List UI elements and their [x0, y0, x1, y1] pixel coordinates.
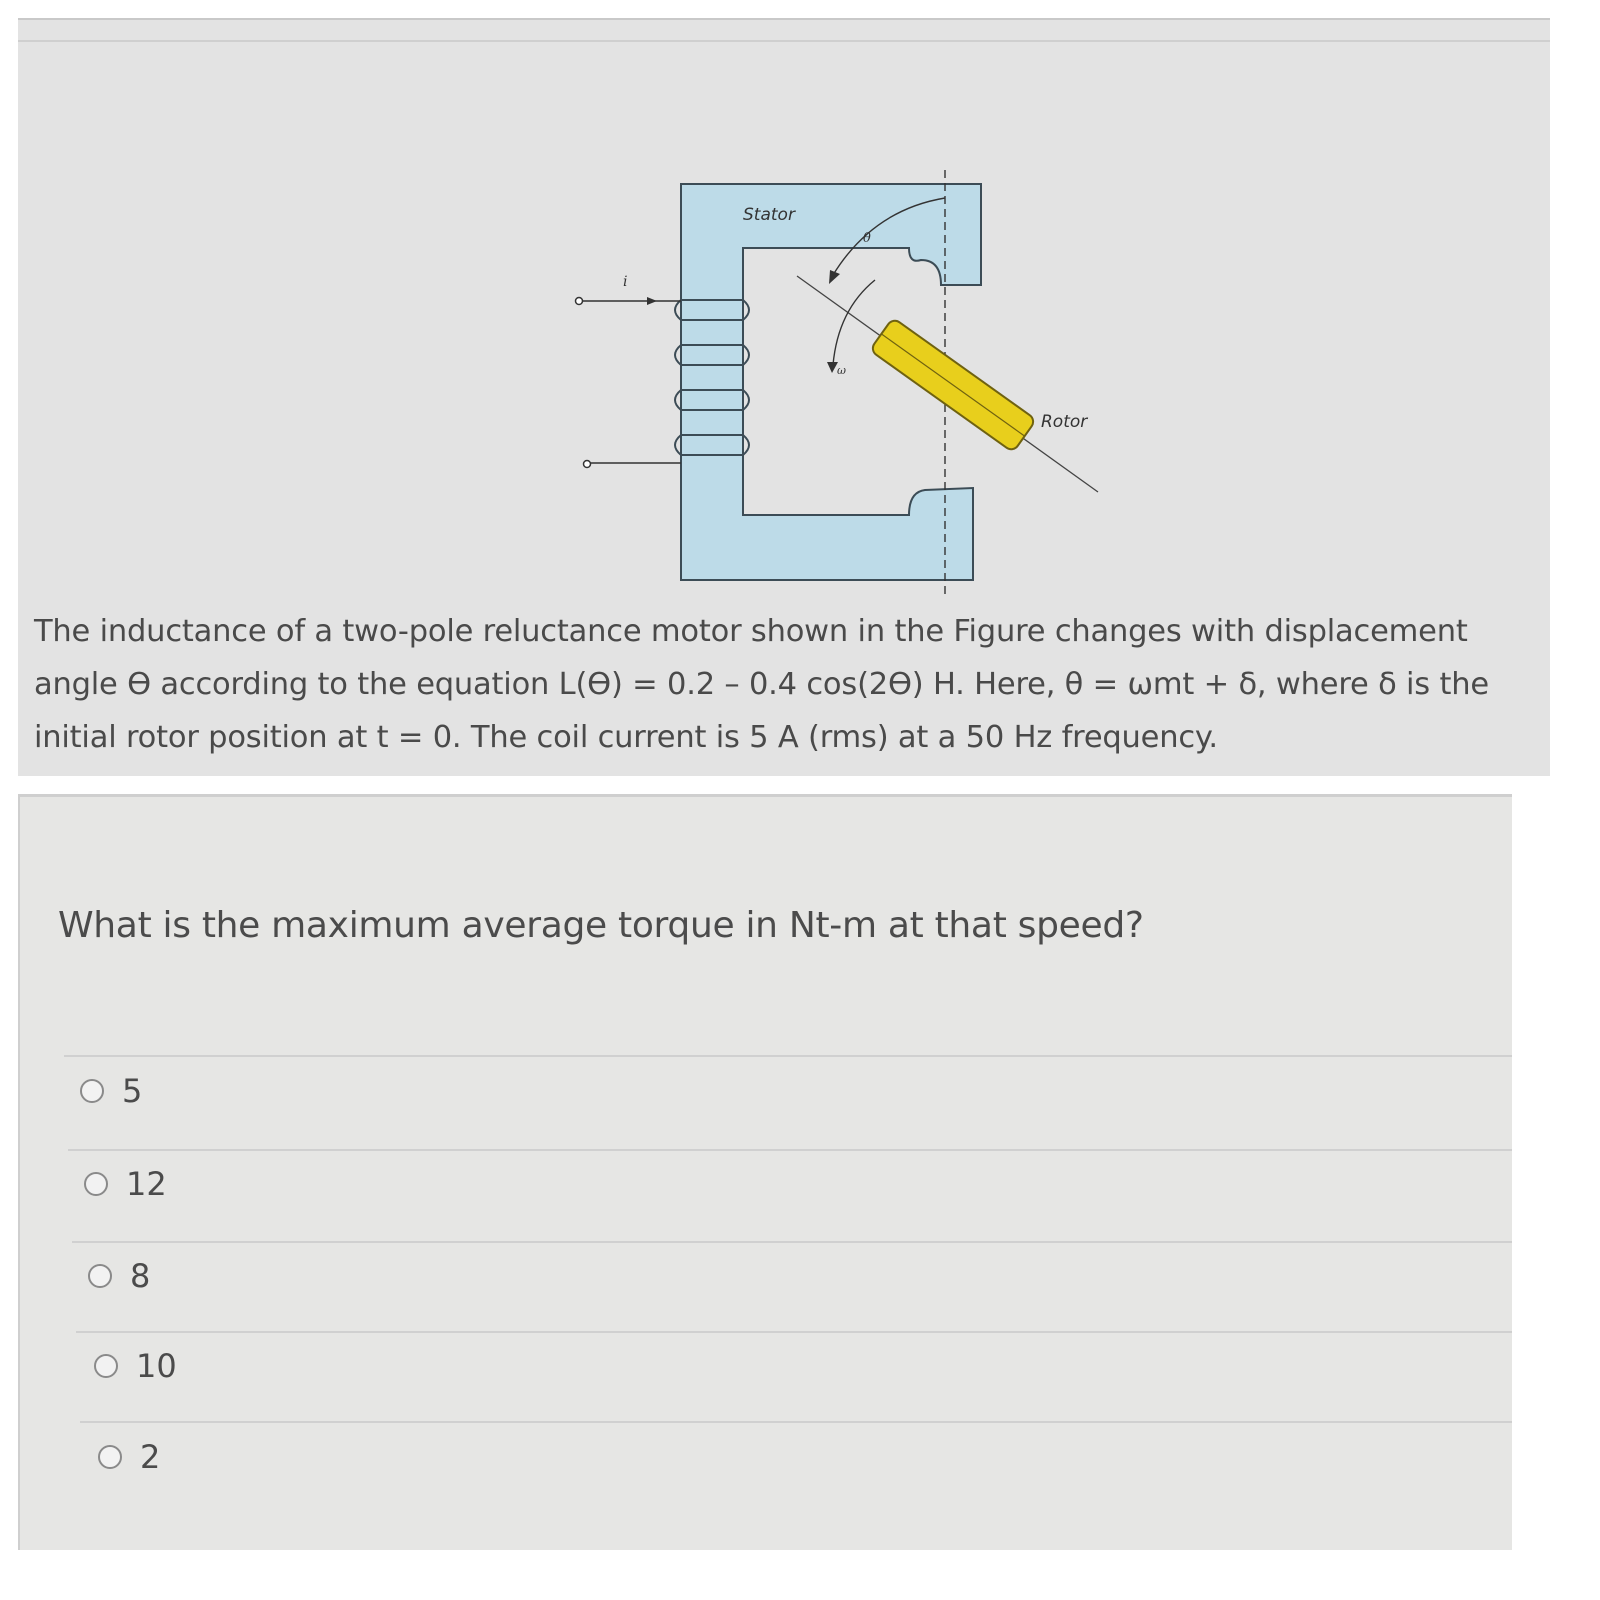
option-divider: [68, 1149, 1512, 1151]
radio-button[interactable]: [98, 1445, 122, 1469]
option-divider: [64, 1055, 1512, 1057]
theta-label: θ: [863, 231, 871, 246]
radio-button[interactable]: [80, 1079, 104, 1103]
current-arrow: [647, 297, 657, 305]
problem-line-1: The inductance of a two-pole reluctance motor shown in the Figure changes with displacement: [34, 614, 1468, 649]
terminal-bottom: [584, 461, 591, 468]
problem-line-2: angle ϴ according to the equation L(ϴ) = 0.2 – 0.4 cos(2ϴ) H. Here, θ = ωmt + δ, where δ is the: [34, 667, 1489, 702]
option-10[interactable]: [94, 1347, 177, 1385]
reluctance-motor-figure: [553, 160, 1113, 600]
stator-label: Stator: [743, 205, 795, 225]
radio-button[interactable]: [84, 1172, 108, 1196]
divider: [18, 40, 1550, 42]
option-2[interactable]: [98, 1438, 160, 1476]
option-divider: [80, 1421, 1512, 1423]
current-label: i: [623, 274, 628, 290]
option-divider: [76, 1331, 1512, 1333]
option-label: 5: [122, 1072, 143, 1110]
question-panel: [18, 794, 1512, 1550]
problem-line-3: initial rotor position at t = 0. The coil current is 5 A (rms) at a 50 Hz frequency.: [34, 720, 1218, 755]
theta-arrowhead: [829, 270, 840, 284]
option-8[interactable]: [88, 1257, 150, 1295]
problem-panel: [18, 18, 1550, 776]
radio-button[interactable]: [94, 1354, 118, 1378]
option-5[interactable]: [80, 1072, 142, 1110]
omega-label: ω: [837, 364, 846, 377]
radio-button[interactable]: [88, 1264, 112, 1288]
option-label: 8: [130, 1257, 151, 1295]
option-divider: [72, 1241, 1512, 1243]
rotor-label: Rotor: [1041, 412, 1088, 432]
rotor: [870, 318, 1037, 453]
question-text: What is the maximum average torque in Nt-m at that speed?: [58, 905, 1144, 946]
option-12[interactable]: [84, 1165, 167, 1203]
terminal-top: [576, 298, 583, 305]
option-label: 12: [126, 1165, 167, 1203]
problem-statement: [34, 605, 1534, 764]
option-label: 10: [136, 1347, 177, 1385]
option-label: 2: [140, 1438, 161, 1476]
omega-arc: [833, 280, 875, 365]
